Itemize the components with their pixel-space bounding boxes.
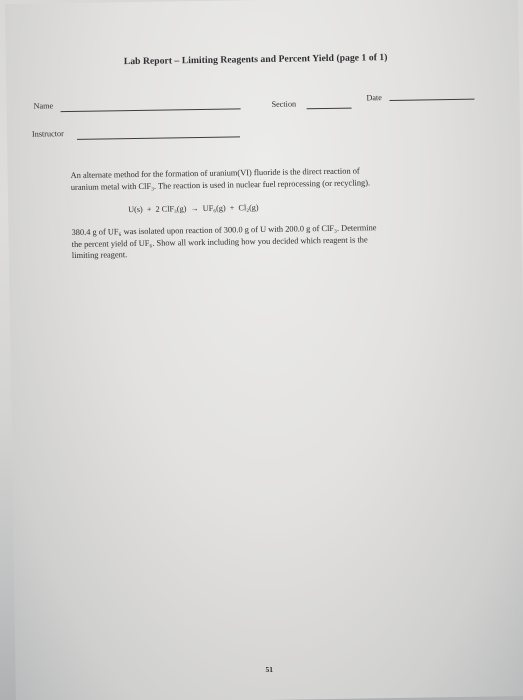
worksheet-page bbox=[5, 0, 523, 700]
equation-plus: + bbox=[146, 204, 152, 214]
instructor-label: Instructor bbox=[31, 129, 64, 139]
problem-line: 380.4 g of UF₆ was isolated upon reaction of 300.0 g of U with 200.0 g of ClF₃. Determine bbox=[71, 223, 377, 238]
equation-product: Cl₂(g) bbox=[238, 203, 259, 213]
chemical-equation bbox=[128, 203, 259, 214]
problem-paragraph bbox=[71, 221, 476, 262]
problem-line: the percent yield of UF₆. Show all work including how you decided which reagent is the bbox=[71, 234, 368, 249]
name-label: Name bbox=[33, 101, 54, 111]
name-field-line bbox=[61, 108, 241, 112]
equation-product: UF₆(g) bbox=[202, 203, 226, 213]
intro-line: An alternate method for the formation of uranium(VI) fluoride is the direct reaction of bbox=[70, 166, 360, 181]
instructor-field-line bbox=[77, 136, 240, 140]
date-label: Date bbox=[366, 93, 382, 103]
reaction-arrow-icon: → bbox=[190, 204, 199, 214]
intro-line: uranium metal with ClF₃. The reaction is used in nuclear fuel reprocessing (or recycling). bbox=[70, 177, 371, 192]
equation-plus: + bbox=[229, 203, 235, 213]
document-title: Lab Report – Limiting Reagents and Percent Yield (page 1 of 1) bbox=[123, 52, 388, 68]
problem-line: limiting reagent. bbox=[71, 250, 128, 261]
date-field-line bbox=[389, 99, 474, 101]
section-label: Section bbox=[271, 99, 297, 109]
intro-paragraph bbox=[71, 164, 476, 194]
section-field-line bbox=[307, 108, 352, 110]
page-number: 51 bbox=[265, 664, 274, 675]
equation-reactant: U(s) bbox=[128, 204, 143, 215]
equation-reactant: 2 ClF₃(g) bbox=[155, 204, 187, 214]
